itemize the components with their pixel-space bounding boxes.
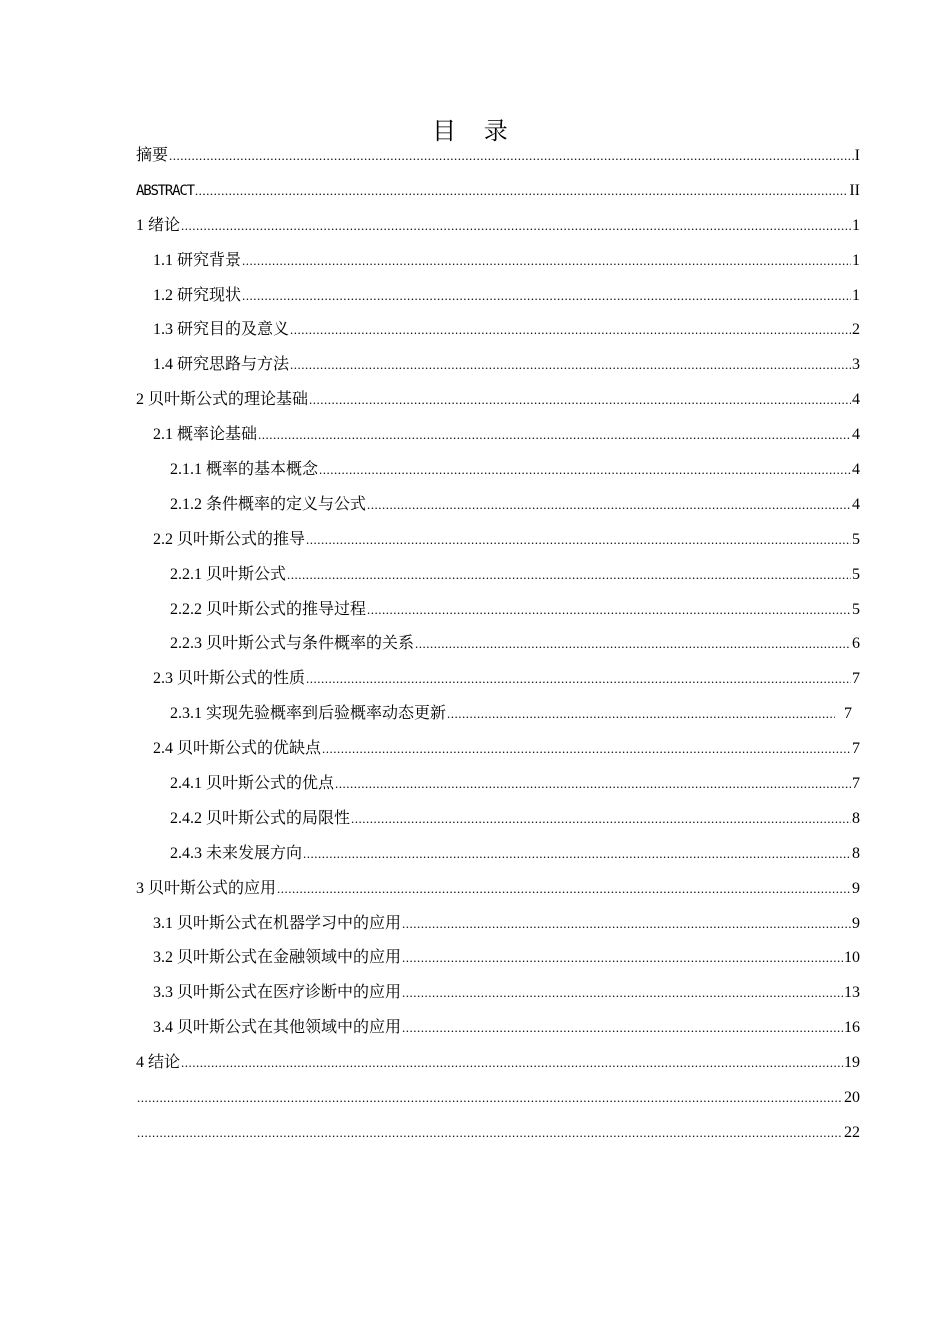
- toc-entry[interactable]: [136, 907, 860, 942]
- toc-entry[interactable]: [136, 209, 860, 244]
- dot-leader: [242, 244, 851, 279]
- toc-entry-label: 2.3.1 实现先验概率到后验概率动态更新: [170, 705, 447, 723]
- dot-leader: [181, 1046, 843, 1081]
- toc-entry-page: 6: [852, 635, 860, 653]
- toc-entry-label: 1.3 研究目的及意义: [153, 321, 290, 339]
- toc-entry-label: 3.4 贝叶斯公式在其他领域中的应用: [153, 1019, 402, 1037]
- toc-entry-page: 9: [852, 914, 860, 932]
- dot-leader: [402, 976, 843, 1011]
- toc-entry-label: 2.1.1 概率的基本概念: [170, 461, 319, 479]
- toc-entry[interactable]: [136, 941, 860, 976]
- dot-leader: [322, 732, 851, 767]
- toc-entry[interactable]: [136, 593, 860, 628]
- toc-entry-page: II: [849, 181, 860, 199]
- toc-entry-label: 2.2.2 贝叶斯公式的推导过程: [170, 600, 367, 618]
- toc-entry-page: 4: [852, 461, 860, 479]
- dot-leader: [367, 488, 851, 523]
- dot-leader: [351, 802, 851, 837]
- toc-entry-page: 1: [852, 251, 860, 269]
- toc-entry[interactable]: [136, 313, 860, 348]
- toc-entry[interactable]: [136, 348, 860, 383]
- toc-entry-label: 1.2 研究现状: [153, 286, 242, 304]
- toc-entry-page: I: [854, 147, 860, 164]
- toc-entry-page: 3: [852, 356, 860, 374]
- dot-leader: [242, 279, 851, 314]
- toc-entry-page: 8: [852, 809, 860, 827]
- dot-leader: [306, 523, 851, 558]
- toc-entry-page: 16: [844, 1019, 860, 1037]
- toc-entry-page: 4: [852, 495, 860, 513]
- toc-entry[interactable]: [136, 453, 860, 488]
- dot-leader: [277, 872, 851, 907]
- toc-entry[interactable]: [136, 627, 860, 662]
- toc-entry-label: 2.2.1 贝叶斯公式: [170, 565, 287, 583]
- toc-entry-label: ABSTRACT: [136, 182, 194, 199]
- toc-entry-page: 7: [852, 670, 860, 688]
- toc-entry[interactable]: [136, 1116, 860, 1151]
- dot-leader: [137, 1116, 843, 1151]
- toc-entry-page: 4: [852, 426, 860, 444]
- toc-entry-label: 2.1.2 条件概率的定义与公式: [170, 495, 367, 513]
- dot-leader: [319, 453, 851, 488]
- toc-entry-page: 7: [852, 775, 860, 793]
- toc-entry[interactable]: [136, 697, 860, 732]
- toc-entry[interactable]: [136, 976, 860, 1011]
- toc-entry-label: 2 贝叶斯公式的理论基础: [136, 391, 309, 409]
- table-of-contents: [136, 139, 860, 1151]
- dot-leader: [290, 313, 851, 348]
- toc-entry-label: 3 贝叶斯公式的应用: [136, 879, 277, 897]
- toc-entry[interactable]: [136, 1081, 860, 1116]
- toc-entry[interactable]: [136, 837, 860, 872]
- toc-entry[interactable]: [136, 279, 860, 314]
- dot-leader: [367, 593, 851, 628]
- toc-entry-page: 7: [844, 705, 852, 723]
- toc-entry-page: 7: [852, 740, 860, 758]
- toc-entry[interactable]: [136, 767, 860, 802]
- dot-leader: [309, 383, 851, 418]
- dot-leader: [402, 907, 851, 942]
- toc-entry-page: 4: [852, 391, 860, 409]
- dot-leader: [303, 837, 851, 872]
- toc-entry-page: 1: [852, 286, 860, 304]
- toc-entry-label: 3.2 贝叶斯公式在金融领域中的应用: [153, 949, 402, 967]
- toc-entry-page: 10: [844, 949, 860, 967]
- toc-entry[interactable]: [136, 383, 860, 418]
- dot-leader: [402, 941, 843, 976]
- toc-entry[interactable]: [136, 662, 860, 697]
- toc-entry-label: 1.4 研究思路与方法: [153, 356, 290, 374]
- toc-entry-label: 2.1 概率论基础: [153, 426, 258, 444]
- toc-entry-label: 2.2.3 贝叶斯公式与条件概率的关系: [170, 635, 415, 653]
- dot-leader: [402, 1011, 843, 1046]
- toc-entry-page: 5: [852, 530, 860, 548]
- toc-entry[interactable]: [136, 488, 860, 523]
- toc-entry-page: 5: [852, 565, 860, 583]
- toc-entry-label: 4 结论: [136, 1054, 181, 1072]
- toc-entry-page: 1: [852, 216, 860, 234]
- toc-entry[interactable]: [136, 732, 860, 767]
- toc-entry[interactable]: [136, 244, 860, 279]
- toc-entry[interactable]: [136, 872, 860, 907]
- dot-leader: [195, 174, 849, 209]
- toc-entry[interactable]: [136, 174, 860, 209]
- toc-entry-page: 22: [844, 1123, 860, 1141]
- toc-entry-page: 9: [852, 879, 860, 897]
- dot-leader: [415, 627, 851, 662]
- toc-entry[interactable]: [136, 523, 860, 558]
- toc-entry[interactable]: [136, 1011, 860, 1046]
- toc-entry-label: 2.4 贝叶斯公式的优缺点: [153, 740, 322, 758]
- toc-entry-page: 5: [852, 600, 860, 618]
- toc-entry-page: 20: [844, 1089, 860, 1107]
- dot-leader: [181, 209, 851, 244]
- toc-entry[interactable]: [136, 139, 860, 174]
- toc-entry-page: 8: [852, 844, 860, 862]
- dot-leader: [287, 558, 851, 593]
- toc-entry-page: 2: [852, 321, 860, 339]
- toc-entry-page: 13: [844, 984, 860, 1002]
- dot-leader: [306, 662, 851, 697]
- dot-leader: [169, 139, 854, 174]
- toc-entry-label: 1 绪论: [136, 216, 181, 234]
- dot-leader: [137, 1081, 843, 1116]
- toc-entry[interactable]: [136, 558, 860, 593]
- toc-entry-page: 19: [844, 1054, 860, 1072]
- toc-entry-label: 2.4.2 贝叶斯公式的局限性: [170, 809, 351, 827]
- dot-leader: [258, 418, 851, 453]
- dot-leader: [447, 697, 835, 732]
- toc-entry-label: 摘要: [136, 147, 169, 164]
- toc-entry[interactable]: [136, 802, 860, 837]
- toc-entry-label: 1.1 研究背景: [153, 251, 242, 269]
- toc-entry[interactable]: [136, 1046, 860, 1081]
- toc-entry-label: 3.1 贝叶斯公式在机器学习中的应用: [153, 914, 402, 932]
- toc-entry[interactable]: [136, 418, 860, 453]
- dot-leader: [290, 348, 851, 383]
- toc-entry-label: 2.4.3 未来发展方向: [170, 844, 303, 862]
- toc-entry-label: 3.3 贝叶斯公式在医疗诊断中的应用: [153, 984, 402, 1002]
- toc-entry-label: 2.4.1 贝叶斯公式的优点: [170, 775, 335, 793]
- toc-entry-label: 2.3 贝叶斯公式的性质: [153, 670, 306, 688]
- dot-leader: [335, 767, 851, 802]
- toc-entry-label: 2.2 贝叶斯公式的推导: [153, 530, 306, 548]
- toc-title: 目 录: [432, 117, 518, 145]
